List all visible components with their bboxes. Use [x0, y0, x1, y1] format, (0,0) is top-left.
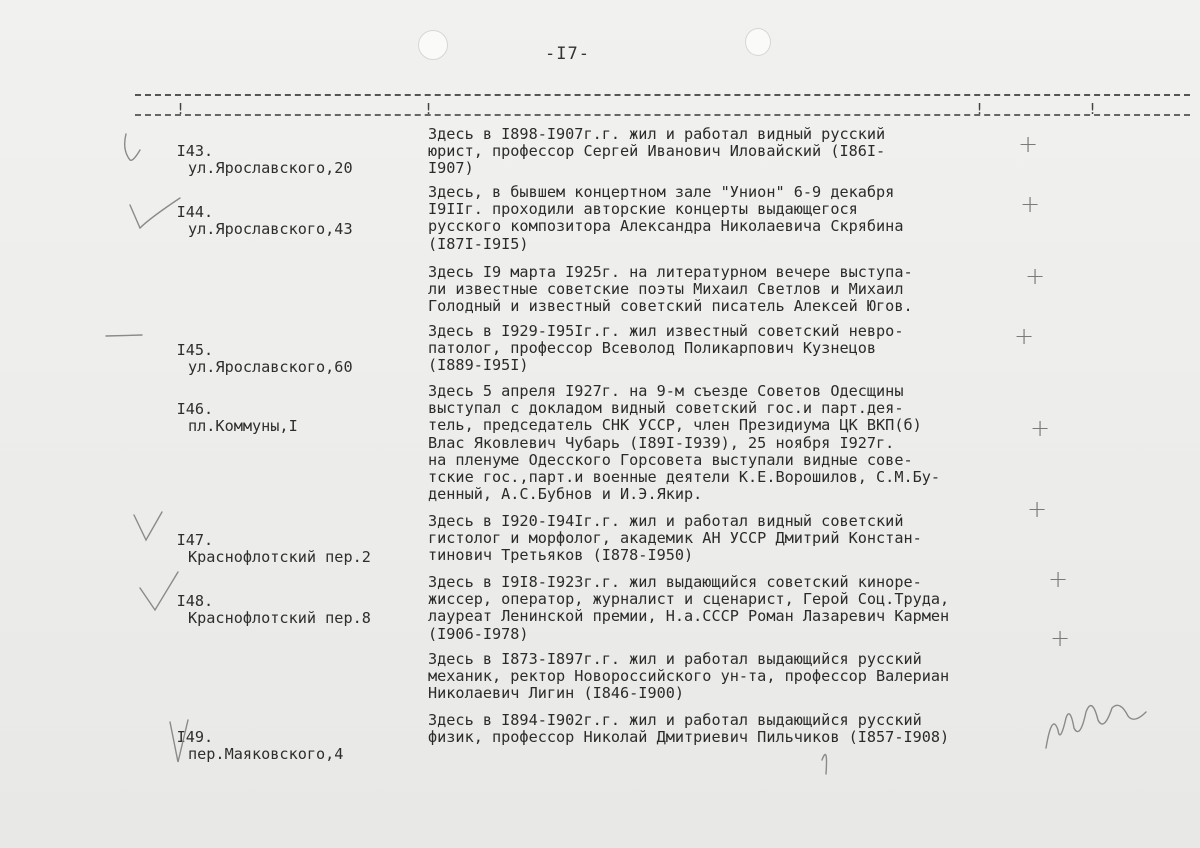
- entry-number: I47.: [176, 531, 214, 550]
- checkmark-icon: [170, 720, 188, 762]
- plus-mark: +: [1020, 190, 1041, 218]
- column-divider: !: [1088, 100, 1098, 118]
- entry-text: Здесь, в бывшем концертном зале "Унион" 6-9 декабря I9IIг. проходили авторские концерты выдающегося русского композитора Александра Николаевича Скрябина (I87I-I9I5): [428, 183, 904, 253]
- entry-text: Здесь в I898-I907г.г. жил и работал видный русский юрист, профессор Сергей Иванович Иловайский (I86I- I907): [428, 125, 886, 178]
- entry-address: ул.Ярославского,20: [188, 159, 353, 178]
- entry-text: Здесь в I894-I902г.г. жил и работал выдающийся русский физик, профессор Николай Дмитриевич Пильчиков (I857-I908): [428, 711, 950, 747]
- entry-address: пл.Коммуны,I: [188, 417, 298, 436]
- entry-text: Здесь в I920-I94Iг.г. жил и работал видный советский гистолог и морфолог, академик АН УССР Дмитрий Констан- тинович Третьяков (I878-I950): [428, 512, 922, 565]
- entry-number: I46.: [176, 400, 214, 419]
- column-divider: !: [176, 100, 186, 118]
- checkmark-icon: [140, 572, 178, 610]
- entry-text: Здесь в I929-I95Iг.г. жил известный советский невро- патолог, профессор Всеволод Поликарпович Кузнецов (I889-I95I): [428, 322, 904, 375]
- entry-text: Здесь в I873-I897г.г. жил и работал выдающийся русский механик, ректор Новороссийского ун-та, профессор Валериан Николаевич Лигин (I846-I900): [428, 650, 950, 703]
- page-number: -I7-: [545, 44, 590, 64]
- plus-mark: +: [1027, 495, 1048, 523]
- entry-address: пер.Маяковского,4: [188, 745, 344, 764]
- tick-mark-icon: [822, 754, 827, 774]
- entry-text: Здесь I9 марта I925г. на литературном вечере выступа- ли известные советские поэты Михаил Светлов и Михаил Голодный и известный советский писатель Алексей Югов.: [428, 263, 913, 316]
- entry-number: I44.: [176, 203, 214, 222]
- entry-number: I49.: [176, 728, 214, 747]
- plus-mark: +: [1018, 130, 1039, 158]
- signature-scribble-icon: [1046, 705, 1146, 748]
- entry-number: I45.: [176, 341, 214, 360]
- checkmark-icon: [125, 134, 140, 160]
- plus-mark: +: [1030, 414, 1051, 442]
- entry-address: ул.Ярославского,43: [188, 220, 353, 239]
- checkmark-icon: [134, 512, 162, 540]
- plus-mark: +: [1050, 624, 1071, 652]
- column-divider: !: [424, 100, 434, 118]
- entry-text: Здесь 5 апреля I927г. на 9-м съезде Советов Одесщины выступал с докладом видный советский гос.и парт.дея- тель, председатель СНК УССР, член Президиума ЦК ВКП(б) Влас Яковлевич Чубарь (I89I-I939), 25 ноября I927г. на пленуме Одесского Горсовета выступали видные сове- тские гос.,парт.и военные деятели К.Е.Ворошилов, С.М.Бу- денный, А.С.Бубнов и И.Э.Якир.: [428, 382, 941, 504]
- column-divider: !: [975, 100, 985, 118]
- plus-mark: +: [1048, 565, 1069, 593]
- entry-address: ул.Ярославского,60: [188, 358, 353, 377]
- plus-mark: +: [1014, 322, 1035, 350]
- checkmark-icon: [130, 198, 180, 228]
- entry-address: Краснофлотский пер.2: [188, 548, 371, 567]
- entry-number: I48.: [176, 592, 214, 611]
- entry-number: I43.: [176, 142, 214, 161]
- entry-text: Здесь в I9I8-I923г.г. жил выдающийся советский киноре- жиссер, оператор, журналист и сценарист, Герой Соц.Труда, лауреат Ленинской премии, Н.а.СССР Роман Лазаревич Кармен (I906-I978): [428, 573, 950, 643]
- dash-mark-icon: [106, 335, 142, 336]
- entry-address: Краснофлотский пер.8: [188, 609, 371, 628]
- plus-mark: +: [1025, 262, 1046, 290]
